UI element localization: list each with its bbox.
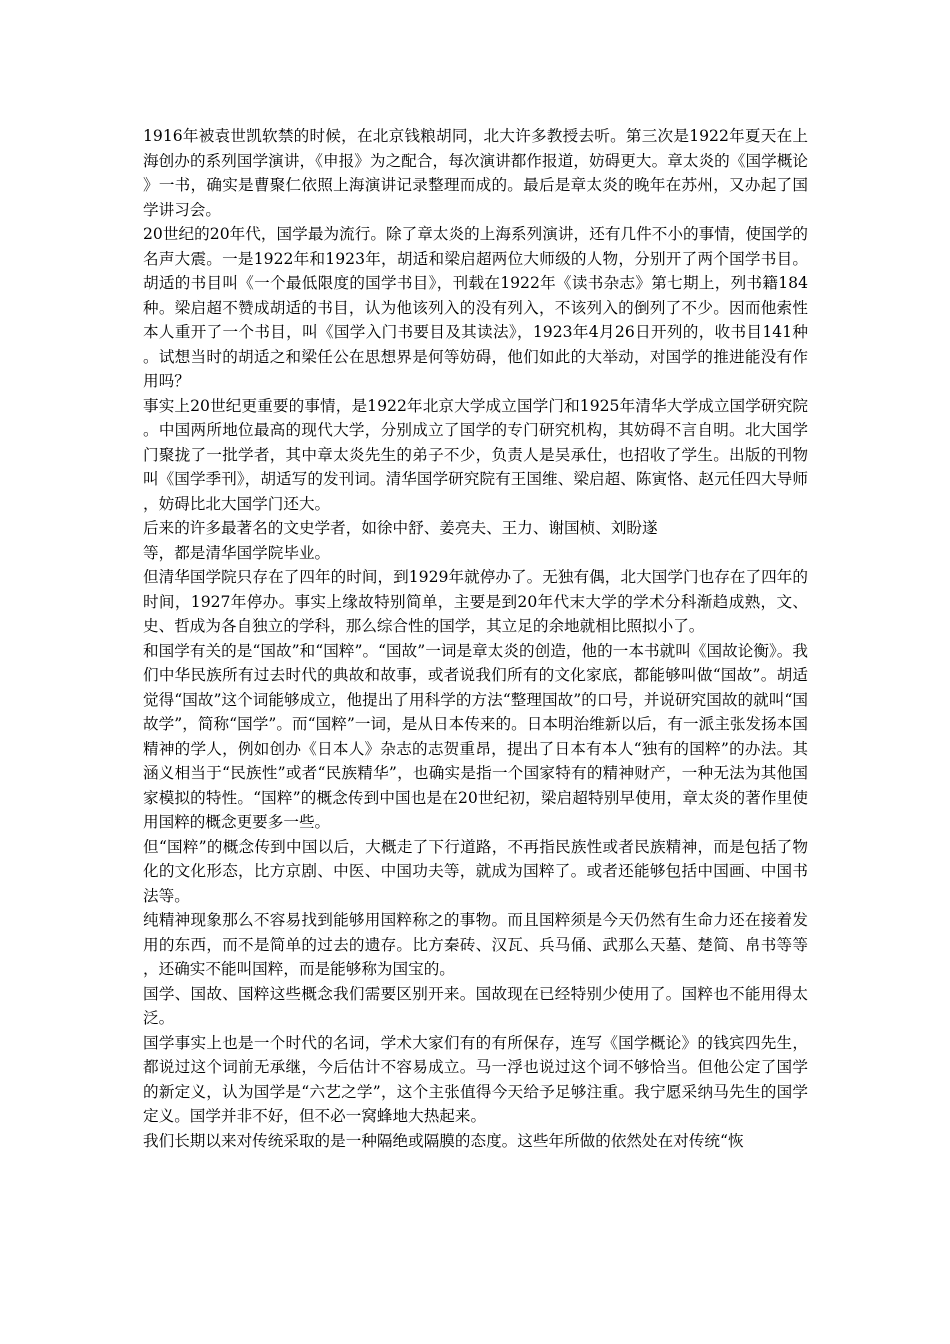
paragraph-11: 我们长期以来对传统采取的是一种隔绝或隔膜的态度。这些年所做的依然处在对传统“恢 [143, 1131, 744, 1150]
paragraph-6: 和国学有关的是“国故”和“国粹”。“国故”一词是章太炎的创造，他的一本书就叫《国故论衡》。我们中华民族所有过去时代的典故和故事，或者说我们所有的文化家底，都能够叫做“国故”。胡适觉得“国故”这个词能够成立，他提出了用科学的方法“整理国故”的口号，并说研究国故的就叫“国故学”，简称“国学”。而“国粹”一词，是从日本传来的。日本明治维新以后，有一派主张发扬本国精神的学人，例如创办《日本人》杂志的志贺重昂，提出了日本有本人“独有的国粹”的办法。其涵义相当于“民族性”或者“民族精华”，也确实是指一个国家特有的精神财产，一种无法为其他国家模拟的特性。“国粹”的概念传到中国也是在20世纪初，梁启超特别早使用，章太炎的著作里使用国粹的概念更要多一些。 [143, 641, 808, 831]
paragraph-8: 纯精神现象那么不容易找到能够用国粹称之的事物。而且国粹须是今天仍然有生命力还在接着发用的东西，而不是简单的过去的遗存。比方秦砖、汉瓦、兵马俑、武那么天墓、楚简、帛书等等，还确实不能叫国粹，而是能够称为国宝的。 [143, 911, 808, 978]
document-body [143, 124, 808, 1153]
paragraph-4-line-1: 后来的许多最著名的文史学者，如徐中舒、姜亮夫、王力、谢国桢、刘盼遂 [143, 519, 658, 537]
paragraph-4-line-2: 等，都是清华国学院毕业。 [143, 543, 331, 562]
paragraph-3: 事实上20世纪更重要的事情，是1922年北京大学成立国学门和1925年清华大学成立国学研究院。中国两所地位最高的现代大学，分别成立了国学的专门研究机构，其妨碍不言自明。北大国学门聚拢了一批学者，其中章太炎先生的弟子不少，负责人是吴承仕，也招收了学生。出版的刊物叫《国学季刊》，胡适写的发刊词。清华国学研究院有王国维、梁启超、陈寅恪、赵元任四大导师，妨碍比北大国学门还大。 [143, 396, 808, 513]
paragraph-2: 20世纪的20年代，国学最为流行。除了章太炎的上海系列演讲，还有几件不小的事情，使国学的名声大震。一是1922年和1923年，胡适和梁启超两位大师级的人物，分别开了两个国学书目。胡适的书目叫《一个最低限度的国学书目》，刊载在1922年《读书杂志》第七期上，列书籍184种。梁启超不赞成胡适的书目，认为他该列入的没有列入，不该列入的倒列了不少。因而他索性本人重开了一个书目，叫《国学入门书要目及其读法》，1923年4月26日开列的，收书目141种。试想当时的胡适之和梁任公在思想界是何等妨碍，他们如此的大举动，对国学的推进能没有作用吗？ [143, 225, 808, 390]
paragraph-5: 但清华国学院只存在了四年的时间，到1929年就停办了。无独有偶，北大国学门也存在了四年的时间，1927年停办。事实上缘故特别简单，主要是到20年代末大学的学术分科渐趋成熟，文、史、哲成为各自独立的学科，那么综合性的国学，其立足的余地就相比照拟小了。 [143, 568, 808, 635]
paragraph-9: 国学、国故、国粹这些概念我们需要区别开来。国故现在已经特别少使用了。国粹也不能用得太泛。 [143, 984, 808, 1027]
paragraph-1: 1916年被袁世凯软禁的时候，在北京钱粮胡同，北大许多教授去听。第三次是1922年夏天在上海创办的系列国学演讲，《申报》为之配合，每次演讲都作报道，妨碍更大。章太炎的《国学概论》一书，确实是曹聚仁依照上海演讲记录整理而成的。最后是章太炎的晚年在苏州，又办起了国学讲习会。 [143, 127, 808, 219]
paragraph-10: 国学事实上也是一个时代的名词，学术大家们有的有所保存，连写《国学概论》的钱宾四先生，都说过这个词前无承继，今后估计不容易成立。马一浮也说过这个词不够恰当。但他公定了国学的新定义，认为国学是“六艺之学”，这个主张值得今天给予足够注重。我宁愿采纳马先生的国学定义。国学并非不好，但不必一窝蜂地大热起来。 [143, 1033, 808, 1125]
paragraph-7: 但“国粹”的概念传到中国以后，大概走了下行道路，不再指民族性或者民族精神，而是包括了物化的文化形态，比方京剧、中医、中国功夫等，就成为国粹了。或者还能够包括中国画、中国书法等。 [143, 837, 808, 905]
